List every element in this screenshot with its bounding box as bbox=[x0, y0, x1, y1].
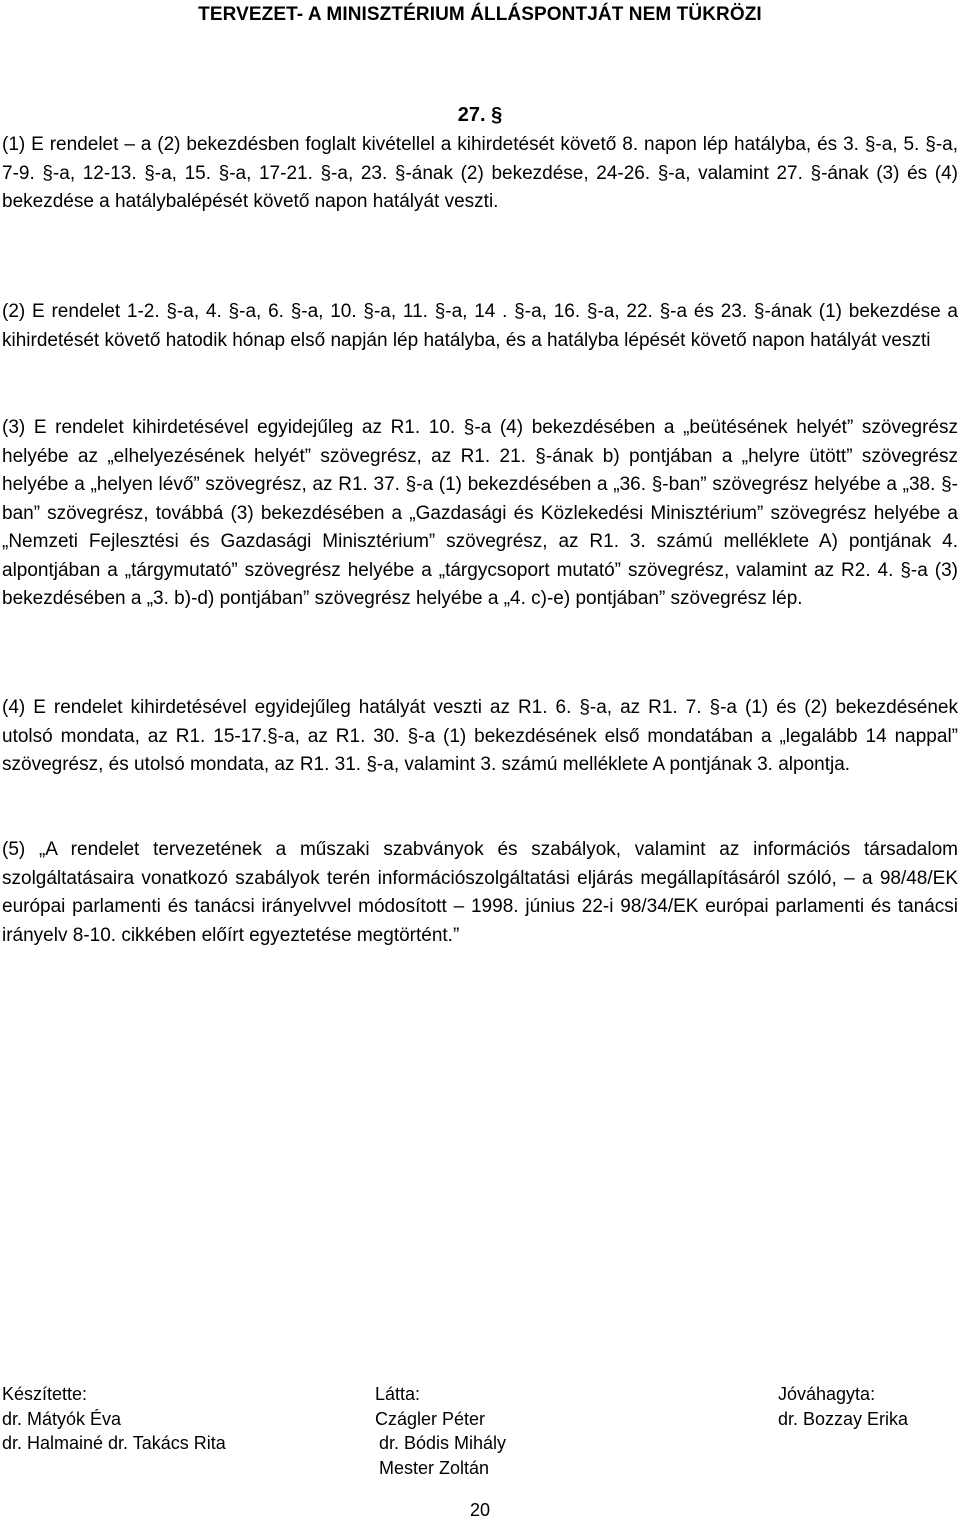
paragraph-2: (2) E rendelet 1-2. §-a, 4. §-a, 6. §-a, 10. §-a, 11. §-a, 14 . §-a, 16. §-a, 22. §-a és 23. §-ának (1) bekezdése a kihirdetését követő hatodik hónap első napján lép hatályba, és a hatályba lépését követő napon hatályát veszti bbox=[2, 301, 958, 351]
signature-seen-name-1: Czágler Péter bbox=[375, 1408, 486, 1429]
article-title: 27. § bbox=[457, 104, 503, 126]
signature-seen-name-3: Mester Zoltán bbox=[379, 1457, 490, 1478]
signature-approved-name-1: dr. Bozzay Erika bbox=[778, 1408, 909, 1429]
signature-seen-label: Látta: bbox=[375, 1384, 421, 1404]
signature-prepared-label: Készítette: bbox=[2, 1384, 88, 1404]
paragraph-3: (3) E rendelet kihirdetésével egyidejűleg az R1. 10. §-a (4) bekezdésében a „beütésének helyét” szövegrész helyébe az „elhelyezésének helyét” szövegrész, az R1. 21. §-ának b) pontjában a „helyre ütött” szövegrész helyébe a „helyen lévő” szövegrész, az R1. 37. §-a (1) bekezdésében a „36. §-ban” szövegrész helyébe a „38. §-ban” szövegrész, továbbá (3) bekezdésében a „Gazdasági és Közlekedési Minisztérium” szövegrész helyébe a „Nemzeti Fejlesztési és Gazdasági Minisztérium” szövegrész, az R1. 3. számú melléklete A) pontjának 4. alpontjában a „tárgymutató” szövegrész helyébe a „tárgycsoport mutató” szövegrész, valamint az R2. 4. §-a (3) bekezdésében a „3. b)-d) pontjában” szövegrész helyébe a „4. c)-e) pontjában” szövegrész lép. bbox=[2, 417, 958, 609]
signature-prepared bbox=[2, 1382, 226, 1456]
signature-seen bbox=[375, 1382, 506, 1480]
signature-prepared-name-2: dr. Halmainé dr. Takács Rita bbox=[2, 1433, 226, 1453]
signature-seen-name-2: dr. Bódis Mihály bbox=[379, 1433, 507, 1453]
page-number: 20 bbox=[469, 1500, 491, 1520]
signature-approved-label: Jóváhagyta: bbox=[778, 1384, 876, 1404]
paragraph-5: (5) „A rendelet tervezetének a műszaki szabványok és szabályok, valamint az információs társadalom szolgáltatásaira vonatkozó szabályok terén információszolgáltatási eljárás megállapításáról szóló, – a 98/48/EK európai parlamenti és tanácsi irányelvvel módosított – 1998. június 22-i 98/34/EK európai parlamenti és tanácsi irányelv 8-10. cikkében előírt egyeztetése megtörtént.” bbox=[2, 839, 958, 946]
signature-approved bbox=[778, 1382, 908, 1431]
signature-prepared-name-1: dr. Mátyók Éva bbox=[2, 1408, 122, 1429]
paragraph-1: (1) E rendelet – a (2) bekezdésben foglalt kivétellel a kihirdetését követő 8. napon lép hatályba, és 3. §-a, 5. §-a, 7-9. §-a, 12-13. §-a, 15. §-a, 17-21. §-a, 23. §-ának (2) bekezdése, 24-26. §-a, valamint 27. §-ának (3) és (4) bekezdése a hatálybalépését követő napon hatályát veszti. bbox=[2, 134, 958, 212]
page-header: TERVEZET- A MINISZTÉRIUM ÁLLÁSPONTJÁT NEM TÜKRÖZI bbox=[198, 4, 762, 25]
paragraph-4: (4) E rendelet kihirdetésével egyidejűleg hatályát veszti az R1. 6. §-a, az R1. 7. §-a (1) és (2) bekezdésének utolsó mondata, az R1. 15-17.§-a, az R1. 30. §-a (1) bekezdésének első mondatában a „legalább 14 nappal” szövegrész, és utolsó mondata, az R1. 31. §-a, valamint 3. számú melléklete A pontjának 3. alpontja. bbox=[2, 697, 958, 775]
